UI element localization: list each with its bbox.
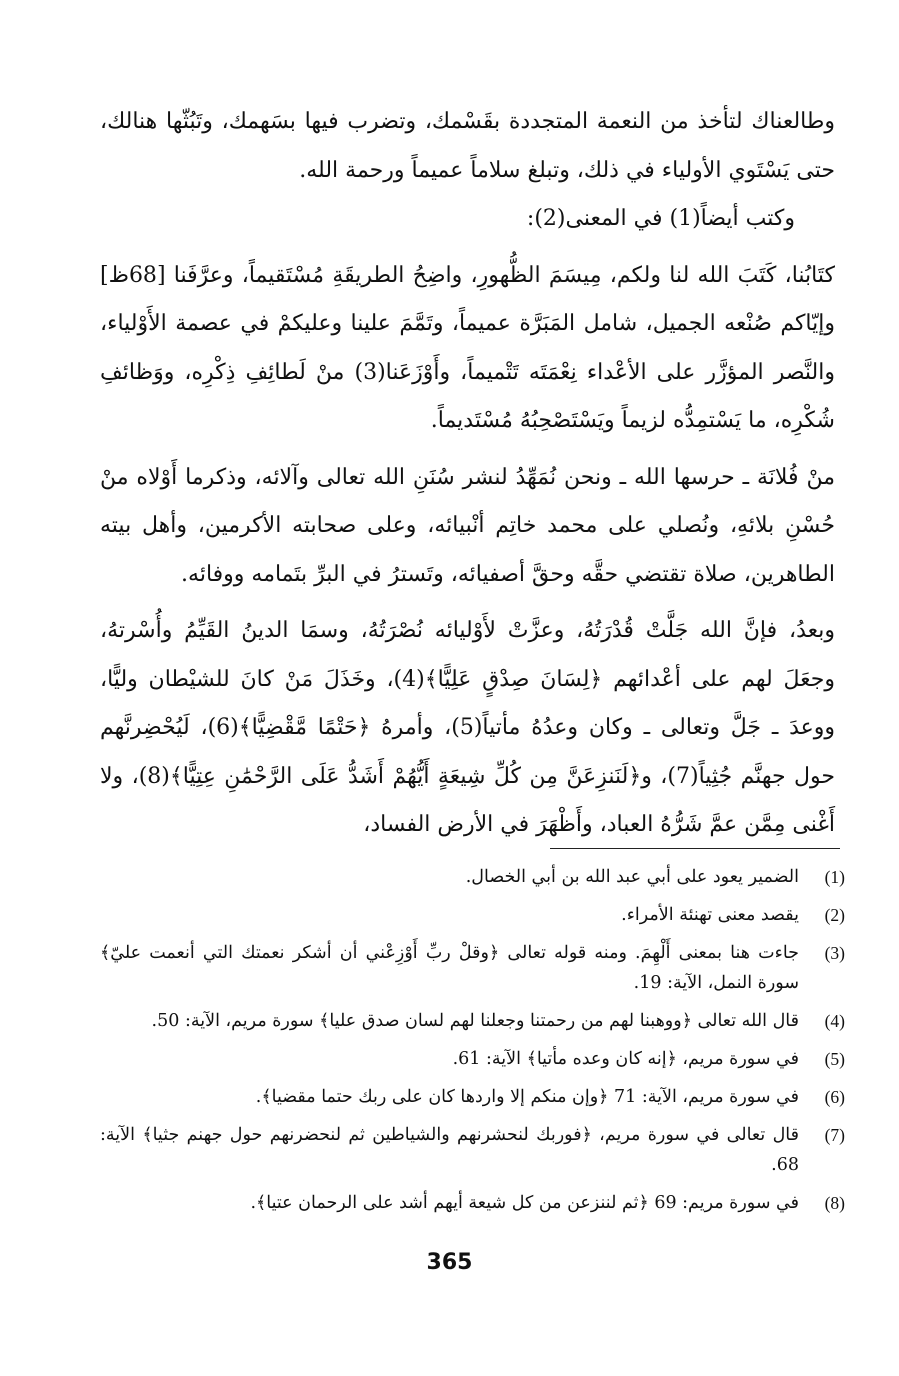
footnote-text: يقصد معنى تهنئة الأمراء. bbox=[621, 905, 799, 925]
paragraph-1: وطالعناك لتأخذ من النعمة المتجددة بقَسْمك، وتضرب فيها بسَهمك، وتَبُثّها هنالك، حتى يَسْتَوي الأولياء في ذلك، وتبلغ سلاماً عميماً ورحمة الله. bbox=[100, 109, 835, 183]
paragraph-2: وكتب أيضاً(1) في المعنى(2): bbox=[526, 206, 795, 231]
page-number: 365 bbox=[426, 1250, 473, 1275]
footnote-number: (8) bbox=[824, 1193, 845, 1213]
footnote-number: (6) bbox=[824, 1087, 845, 1107]
footnote-text: جاءت هنا بمعنى أَلْهِمَ. ومنه قوله تعالى ﴿وقلْ ربِّ أَوْزِعْني أن أشكر نعمتك التي أنعمت عليّ﴾ سورة النمل، الآية: 19. bbox=[100, 943, 799, 993]
footnote-separator bbox=[550, 848, 840, 849]
paragraph-4: منْ فُلانَة ـ حرسها الله ـ ونحن نُمَهِّدُ لنشر سُنَنِ الله تعالى وآلائه، وذكرما أَوْلاه منْ حُسْنِ بلائهِ، ونُصلي على محمد خاتِم أنْبيائه، وعلى صحابته الأكرمين، وأهل بيته الطاهرين، صلاة تقتضي حقَّه وحقَّ أصفيائه، وتَسترُ في البرِّ بتَمامه ووفائه. bbox=[100, 464, 835, 587]
footnote-number: (5) bbox=[824, 1049, 845, 1069]
footnote-number: (4) bbox=[824, 1011, 845, 1031]
footnote bbox=[100, 1044, 845, 1074]
footnote bbox=[100, 1120, 845, 1180]
paragraph-3: كتَابُنا، كَتَبَ الله لنا ولكم، مِيسَمَ الظُّهورِ، واضِحُ الطريقَةِ مُسْتَقيماً، وعرَّفَنا [68ظ] وإيّاكم صُنْعه الجميل، شامل المَبَرَّة عميماً، وتَمَّمَ علينا وعليكمْ في عصمة الأَوْلياء، والنَّصر المؤزَّر على الأعْداء نِعْمَتَه تَتْميماً، وأَوْزَعَنا(3) منْ لَطائِفِ ذِكْرِه، ووَظائفِ شُكْرِه، ما يَسْتمِدُّه لزيماً ويَسْتَصْحِبُهُ مُسْتَديماً. bbox=[100, 262, 835, 433]
footnote-text: في سورة مريم، الآية: 71 ﴿وإن منكم إلا واردها كان على ربك حتما مقضيا﴾. bbox=[255, 1087, 799, 1107]
footnote-number: (2) bbox=[824, 905, 845, 925]
footnote bbox=[100, 1006, 845, 1036]
footnote-number: (7) bbox=[824, 1125, 845, 1145]
footnote-number: (3) bbox=[824, 943, 845, 963]
paragraph-5: وبعدُ، فإنَّ الله جَلَّتْ قُدْرَتُهُ، وعزَّتْ لأَوْليائه نُصْرَتُهُ، وسمَا الدينُ القَيِّمُ وأُسْرتهُ، وجعَلَ لهم على أعْدائهم ﴿لِسَانَ صِدْقٍ عَلِيًّا﴾(4)، وخَذَلَ مَنْ كانَ للشيْطان وليًّا، ووعدَ ـ جَلَّ وتعالى ـ وكان وعدُهُ مأتياً(5)، وأمرهُ ﴿حَتْمًا مَّقْضِيًّا﴾(6)، لَيُحْضِرنَّهم حول جهنَّم جُثِياً(7)، و﴿لَنَنزِعَنَّ مِن كُلِّ شِيعَةٍ أَيُّهُمْ أَشَدُّ عَلَى الرَّحْمَٰنِ عِتِيًّا﴾(8)، ولا أَغْنى مِمَّن عمَّ شَرُّهُ العباد، وأَظْهَرَ في الأرض الفساد، bbox=[100, 618, 836, 837]
footnote bbox=[100, 900, 845, 930]
footnote bbox=[100, 1082, 845, 1112]
footnote-text: في سورة مريم: 69 ﴿ثم لننزعن من كل شيعة أيهم أشد على الرحمان عتيا﴾. bbox=[250, 1193, 799, 1213]
footnotes bbox=[100, 862, 845, 1226]
footnote-number: (1) bbox=[824, 867, 845, 887]
main-text bbox=[100, 98, 835, 850]
footnote-text: قال تعالى في سورة مريم، ﴿فوربك لنحشرنهم والشياطين ثم لنحضرنهم حول جهنم جثيا﴾ الآية: 68. bbox=[100, 1125, 799, 1175]
footnote-text: قال الله تعالى ﴿ووهبنا لهم من رحمتنا وجعلنا لهم لسان صدق عليا﴾ سورة مريم، الآية: 50. bbox=[151, 1011, 799, 1031]
footnote bbox=[100, 938, 845, 998]
footnote bbox=[100, 862, 845, 892]
footnote-text: الضمير يعود على أبي عبد الله بن أبي الخصال. bbox=[465, 867, 799, 887]
footnote bbox=[100, 1188, 845, 1218]
footnote-text: في سورة مريم، ﴿إنه كان وعده مأتيا﴾ الآية: 61. bbox=[452, 1049, 799, 1069]
